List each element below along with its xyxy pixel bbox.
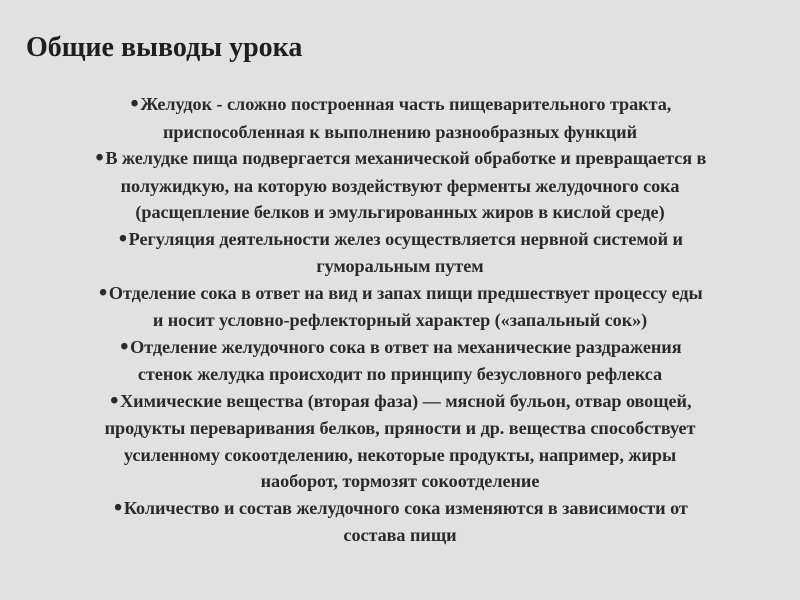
bullet-item-1 — [14, 91, 786, 145]
bullet-dot-icon: • — [128, 94, 141, 115]
bullet-dot-icon: • — [97, 282, 109, 304]
bullet-text: Химические вещества (вторая фаза) — мясной бульон, отвар овощей, — [120, 390, 692, 411]
bullet-dot-icon: • — [112, 497, 124, 519]
bullet-text: Желудок - сложно построенная часть пищеварительного тракта, — [140, 94, 672, 114]
bullet-line — [14, 280, 786, 308]
slide-title: Общие выводы урока — [26, 32, 303, 63]
bullet-dot-icon: • — [118, 336, 131, 358]
bullet-dot-icon: • — [93, 148, 106, 169]
bullet-line: приспособленная к выполнению разнообразных функций — [162, 121, 638, 142]
bullet-line: состава пищи — [343, 525, 457, 545]
bullet-line — [14, 145, 786, 173]
bullet-line: наоборот, тормозят сокоотделение — [260, 471, 540, 491]
bullet-dot-icon: • — [117, 228, 129, 250]
bullet-item-7 — [14, 495, 786, 549]
bullet-line: усиленному сокоотделению, некоторые продукты, например, жиры — [123, 444, 677, 465]
bullet-line: и носит условно-рефлекторный характер («запальный сок») — [152, 310, 648, 330]
bullet-line: гуморальным путем — [316, 256, 484, 276]
bullet-item-5 — [14, 334, 786, 388]
bullet-text: Отделение желудочного сока в ответ на механические раздражения — [130, 336, 682, 357]
bullet-line — [14, 226, 786, 254]
bullet-line — [14, 91, 786, 119]
bullet-line: стенок желудка происходит по принципу безусловного рефлекса — [137, 364, 663, 384]
bullet-line — [14, 334, 786, 362]
bullet-line — [14, 388, 786, 416]
bullet-item-6 — [14, 388, 786, 495]
conclusions-list — [14, 91, 786, 549]
bullet-text: Отделение сока в ответ на вид и запах пищи предшествует процессу еды — [108, 282, 703, 303]
bullet-text: Количество и состав желудочного сока изменяются в зависимости от — [123, 497, 688, 518]
bullet-dot-icon: • — [108, 390, 121, 412]
bullet-item-2 — [14, 145, 786, 226]
bullet-line: (расщепление белков и эмульгированных жиров в кислой среде) — [135, 202, 665, 222]
bullet-line — [14, 495, 786, 523]
bullet-item-4 — [14, 280, 786, 334]
bullet-text: В желудке пища подвергается механической обработке и превращается в — [105, 148, 707, 168]
bullet-text: Регуляция деятельности желез осуществляется нервной системой и — [128, 228, 683, 249]
bullet-line: продукты переваривания белков, пряности и др. вещества способствует — [104, 418, 696, 438]
bullet-line: полужидкую, на которую воздействуют ферменты желудочного сока — [120, 175, 680, 196]
bullet-item-3 — [14, 226, 786, 280]
